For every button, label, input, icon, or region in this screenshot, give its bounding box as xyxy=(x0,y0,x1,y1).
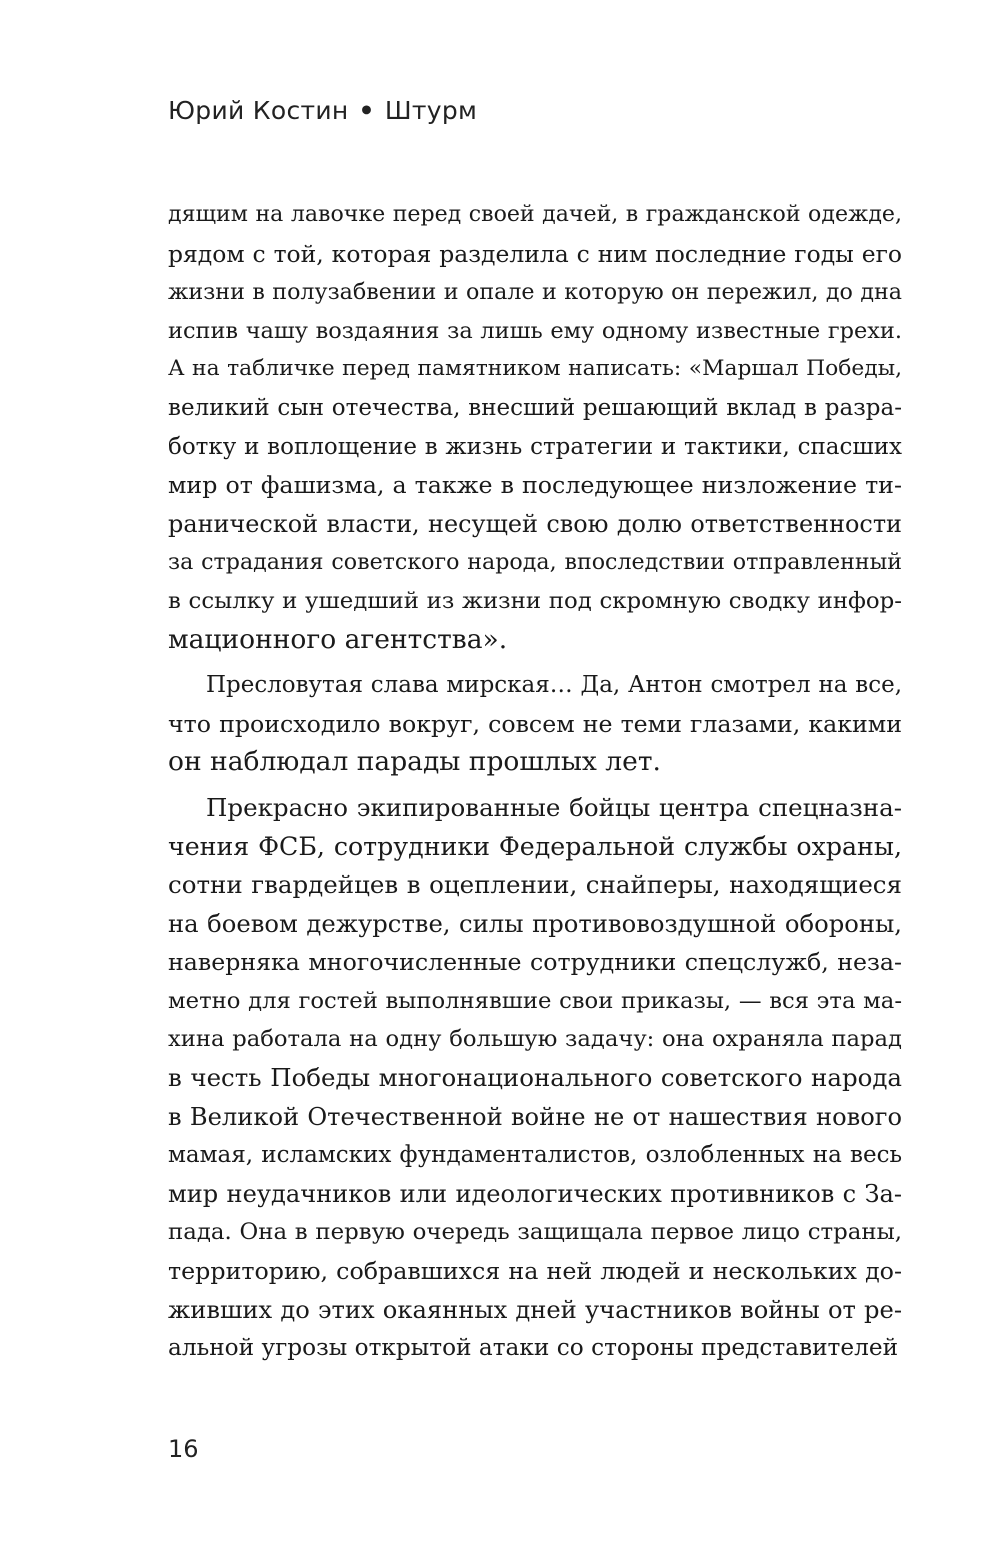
text-line: за страдания советского народа, впоследствии отправленный xyxy=(168,549,902,576)
text-line: он наблюдал парады прошлых лет. xyxy=(168,746,661,778)
text-line: в Великой Отечественной войне не от нашествия нового xyxy=(168,1102,902,1131)
text-line: дящим на лавочке перед своей дачей, в гражданской одежде, xyxy=(168,202,902,227)
paragraph xyxy=(168,666,902,782)
text-line: мамая, исламских фундаменталистов, озлобленных на весь xyxy=(168,1142,902,1169)
text-line: живших до этих окаянных дней участников войны от ре- xyxy=(168,1295,902,1324)
text-line: сотни гвардейцев в оцеплении, снайперы, находящиеся xyxy=(168,870,902,900)
paragraph-gap xyxy=(168,659,902,666)
page-number: 16 xyxy=(168,1435,199,1463)
paragraph xyxy=(168,789,902,1368)
text-line: что происходило вокруг, совсем не теми глазами, какими xyxy=(168,709,902,738)
text-line: мир неудачников или идеологических противников с За- xyxy=(168,1179,902,1208)
body-text xyxy=(168,196,902,1368)
text-line: территорию, собравшихся на ней людей и нескольких до- xyxy=(168,1257,902,1286)
header-author: Юрий Костин xyxy=(168,96,349,125)
text-line: испив чашу воздаяния за лишь ему одному известные грехи. xyxy=(168,317,902,344)
text-line: чения ФСБ, сотрудники Федеральной службы охраны, xyxy=(168,831,902,861)
text-line: в честь Победы многонационального советского народа xyxy=(168,1063,902,1093)
header-title: Штурм xyxy=(384,96,478,125)
text-line: великий сын отечества, внесший решающий вклад в разра- xyxy=(168,394,902,421)
text-line: ботку и воплощение в жизнь стратегии и тактики, спасших xyxy=(168,433,902,460)
text-line: мационного агентства». xyxy=(168,623,508,655)
text-line: на боевом дежурстве, силы противовоздушной обороны, xyxy=(168,908,902,938)
text-line: Прекрасно экипированные бойцы центра спецназна- xyxy=(206,792,902,822)
running-header xyxy=(168,96,477,125)
text-line: А на табличке перед памятником написать: «Маршал Победы, xyxy=(168,356,902,382)
text-line: в ссылку и ушедший из жизни под скромную сводку инфор- xyxy=(168,587,902,614)
text-line: пада. Она в первую очередь защищала первое лицо страны, xyxy=(168,1219,902,1246)
text-line: наверняка многочисленные сотрудники спецслужб, неза- xyxy=(168,948,902,977)
paragraph-gap xyxy=(168,782,902,789)
paragraph xyxy=(168,196,902,659)
text-line: жизни в полузабвении и опале и которую он пережил, до дна xyxy=(168,279,902,306)
text-line: мир от фашизма, а также в последующее низложение ти- xyxy=(168,471,902,500)
text-line: рядом с той, которая разделила с ним последние годы его xyxy=(168,239,902,268)
text-line: хина работала на одну большую задачу: она охраняла парад xyxy=(168,1026,902,1053)
text-line: альной угрозы открытой атаки со стороны представителей xyxy=(168,1334,899,1362)
text-line: метно для гостей выполнявшие свои приказы, — вся эта ма- xyxy=(168,987,902,1014)
text-line: Пресловутая слава мирская… Да, Антон смотрел на все, xyxy=(206,672,902,699)
text-line: ранической власти, несущей свою долю ответственности xyxy=(168,509,902,538)
header-separator: • xyxy=(358,96,375,125)
